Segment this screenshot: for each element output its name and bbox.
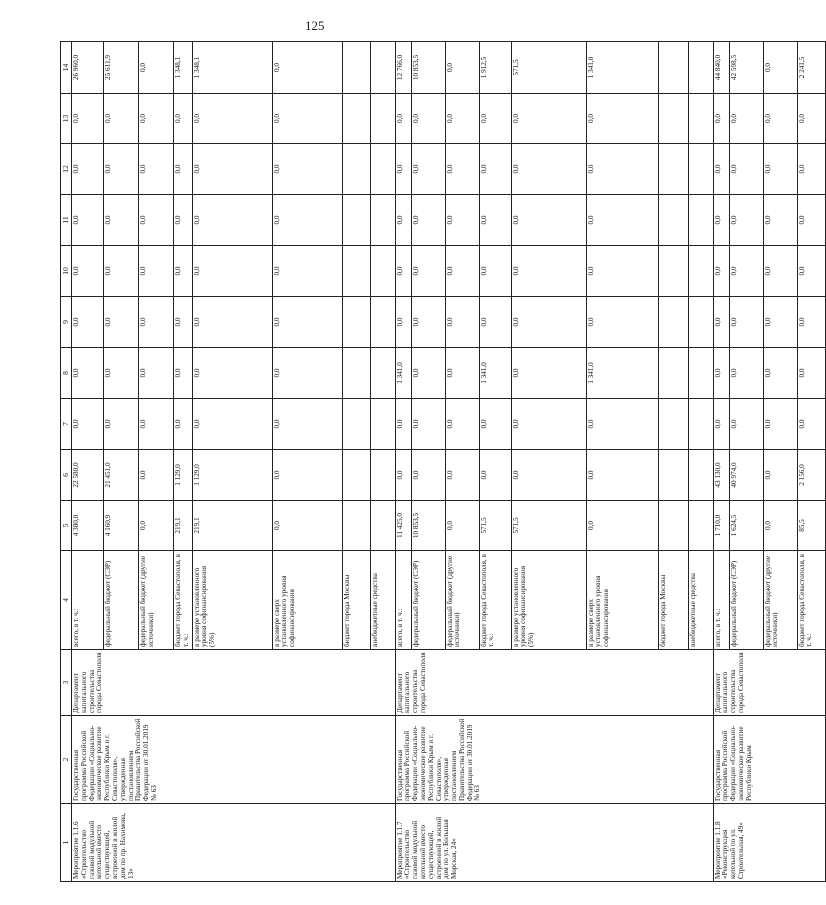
value-cell: 0,0 [797,297,825,348]
value-cell: 0,0 [586,246,658,297]
value-cell: 0,0 [72,94,104,144]
value-cell: 0,0 [511,144,586,195]
value-cell [658,144,688,195]
value-cell: 0,0 [763,501,797,551]
source-cell: федеральный бюджет (СЭР) [411,551,445,650]
value-cell: 0,0 [763,144,797,195]
value-cell [688,348,713,399]
value-cell: 0,0 [272,246,342,297]
value-cell: 12 766,0 [395,42,411,94]
value-cell: 0,0 [395,297,411,348]
value-cell: 0,0 [763,399,797,450]
header-row [61,42,72,882]
value-cell [688,42,713,94]
value-cell: 0,0 [411,246,445,297]
value-cell: 40 974,0 [729,450,763,501]
value-cell: 0,0 [729,94,763,144]
value-cell: 0,0 [445,501,479,551]
value-cell: 0,0 [411,144,445,195]
header-cell: 1 [61,804,72,882]
value-cell: 0,0 [763,246,797,297]
value-cell: 0,0 [411,450,445,501]
value-cell: 0,0 [192,297,272,348]
header-cell: 14 [61,42,72,94]
value-cell: 43 130,0 [713,450,729,501]
value-cell: 0,0 [174,348,193,399]
source-cell: бюджет города Москвы [658,551,688,650]
value-cell: 0,0 [797,348,825,399]
value-cell: 0,0 [729,144,763,195]
value-cell [658,297,688,348]
value-cell: 0,0 [411,399,445,450]
value-cell [370,42,395,94]
value-cell: 0,0 [586,297,658,348]
value-cell [370,94,395,144]
header-cell: 6 [61,450,72,501]
value-cell: 0,0 [511,297,586,348]
value-cell: 0,0 [479,450,511,501]
value-cell: 21 451,0 [104,450,139,501]
value-cell [370,348,395,399]
value-cell: 0,0 [72,246,104,297]
value-cell [658,450,688,501]
value-cell: 0,0 [272,42,342,94]
value-cell [342,501,370,551]
value-cell: 1 624,5 [729,501,763,551]
value-cell: 0,0 [174,297,193,348]
value-cell: 0,0 [763,42,797,94]
value-cell [658,399,688,450]
value-cell: 0,0 [797,246,825,297]
value-cell [370,501,395,551]
table-row [395,42,411,882]
source-cell: федеральный бюджет (СЭР) [104,551,139,650]
value-cell: 0,0 [395,144,411,195]
value-cell: 0,0 [797,195,825,246]
source-cell: федеральный бюджет (другие источники) [445,551,479,650]
value-cell [342,42,370,94]
value-cell: 0,0 [139,144,174,195]
value-cell: 0,0 [713,246,729,297]
value-cell: 0,0 [511,94,586,144]
value-cell: 0,0 [272,399,342,450]
value-cell: 0,0 [479,195,511,246]
value-cell: 0,0 [511,450,586,501]
value-cell: 0,0 [192,144,272,195]
value-cell [370,144,395,195]
value-cell [342,399,370,450]
value-cell [342,195,370,246]
value-cell: 0,0 [586,501,658,551]
value-cell: 0,0 [72,348,104,399]
value-cell: 0,0 [445,195,479,246]
value-cell: 0,0 [139,42,174,94]
source-cell: внебюджетные средства [370,551,395,650]
value-cell: 0,0 [729,399,763,450]
header-cell: 4 [61,551,72,650]
program-cell: Государственная программа Российской Федерации «Социально-экономическое развитие Республики Крым [713,716,825,804]
value-cell: 1 341,0 [395,348,411,399]
executor-cell: Департамент капитального строительства города Севастополя [72,650,396,716]
value-cell: 0,0 [763,450,797,501]
value-cell: 1 129,0 [192,450,272,501]
value-cell: 1 912,5 [479,42,511,94]
value-cell: 1 129,0 [174,450,193,501]
value-cell: 1 348,1 [174,42,193,94]
value-cell: 571,5 [511,501,586,551]
value-cell [688,94,713,144]
value-cell: 0,0 [174,144,193,195]
value-cell: 0,0 [72,144,104,195]
value-cell: 0,0 [139,195,174,246]
value-cell: 0,0 [713,94,729,144]
value-cell: 0,0 [479,94,511,144]
source-cell: в размере установленного уровня софинансирования (5%) [192,551,272,650]
value-cell: 2 241,5 [797,42,825,94]
header-cell: 3 [61,650,72,716]
source-cell: всего, в т. ч.: [395,551,411,650]
value-cell: 0,0 [104,246,139,297]
value-cell: 0,0 [174,195,193,246]
value-cell: 0,0 [272,450,342,501]
value-cell: 1 341,0 [586,42,658,94]
value-cell: 0,0 [479,144,511,195]
value-cell: 0,0 [192,94,272,144]
value-cell: 0,0 [763,195,797,246]
value-cell: 0,0 [174,399,193,450]
value-cell: 0,0 [174,246,193,297]
header-cell: 9 [61,297,72,348]
value-cell [342,450,370,501]
value-cell: 26 960,0 [72,42,104,94]
value-cell: 0,0 [445,297,479,348]
value-cell [342,348,370,399]
value-cell: 0,0 [729,348,763,399]
value-cell: 11 425,0 [395,501,411,551]
value-cell: 0,0 [763,94,797,144]
header-cell: 11 [61,195,72,246]
header-cell: 5 [61,501,72,551]
value-cell [658,348,688,399]
value-cell [688,297,713,348]
table-row [72,42,104,882]
value-cell [342,94,370,144]
value-cell: 0,0 [586,399,658,450]
value-cell: 0,0 [104,144,139,195]
value-cell: 0,0 [272,501,342,551]
value-cell: 0,0 [395,399,411,450]
value-cell: 0,0 [139,94,174,144]
value-cell: 0,0 [139,501,174,551]
value-cell: 0,0 [104,94,139,144]
value-cell: 0,0 [139,450,174,501]
value-cell [658,94,688,144]
value-cell: 0,0 [395,450,411,501]
value-cell [370,399,395,450]
value-cell: 0,0 [192,246,272,297]
value-cell: 2 156,0 [797,450,825,501]
value-cell: 0,0 [511,246,586,297]
value-cell: 0,0 [445,450,479,501]
page-number: 125 [305,18,325,33]
value-cell: 0,0 [104,195,139,246]
value-cell: 0,0 [445,399,479,450]
value-cell [370,297,395,348]
value-cell [688,450,713,501]
value-cell: 0,0 [763,297,797,348]
event-cell: Мероприятие 1.1.7 «Строительство газовой модульной котельной вместо существующей, встроенной в жилой дом по ул. Большая Морская, 24» [395,804,713,882]
executor-cell: Департамент капитального строительства города Севастополя [395,650,713,716]
value-cell: 0,0 [72,297,104,348]
value-cell: 0,0 [511,195,586,246]
source-cell: бюджет города Севастополя, в т. ч.: [797,551,825,650]
value-cell [688,144,713,195]
header-cell: 7 [61,399,72,450]
value-cell: 0,0 [586,144,658,195]
value-cell: 0,0 [72,195,104,246]
value-cell: 44 840,0 [713,42,729,94]
value-cell: 0,0 [395,246,411,297]
value-cell [688,195,713,246]
value-cell: 1 348,1 [192,42,272,94]
value-cell: 571,5 [479,501,511,551]
event-cell: Мероприятие 1.1.8 «Реконструкция котельной по ул. Строительная, 49» [713,804,825,882]
value-cell: 0,0 [411,195,445,246]
value-cell [658,42,688,94]
value-cell: 0,0 [713,297,729,348]
value-cell: 0,0 [139,348,174,399]
value-cell [658,246,688,297]
value-cell: 0,0 [729,297,763,348]
value-cell [342,144,370,195]
header-cell: 13 [61,94,72,144]
value-cell: 0,0 [174,94,193,144]
value-cell [370,246,395,297]
value-cell: 0,0 [445,42,479,94]
value-cell: 0,0 [139,297,174,348]
value-cell: 0,0 [104,399,139,450]
value-cell: 0,0 [511,348,586,399]
value-cell: 0,0 [272,195,342,246]
value-cell: 4 160,9 [104,501,139,551]
value-cell: 0,0 [272,94,342,144]
source-cell: внебюджетные средства [688,551,713,650]
value-cell: 0,0 [479,297,511,348]
value-cell: 0,0 [797,144,825,195]
value-cell: 0,0 [729,195,763,246]
value-cell [342,246,370,297]
value-cell: 0,0 [272,144,342,195]
source-cell: федеральный бюджет (другие источники) [763,551,797,650]
source-cell: в размере сверх установленного уровня софинансирования [272,551,342,650]
value-cell: 0,0 [445,348,479,399]
value-cell: 4 380,0 [72,501,104,551]
value-cell [688,399,713,450]
value-cell: 1 341,0 [479,348,511,399]
event-cell: Мероприятие 1.1.6 «Строительство газовой модульной котельной вместо существующей, встроенной в жилой дом по пр. Нахимова, 13» [72,804,396,882]
value-cell [658,195,688,246]
value-cell: 0,0 [272,297,342,348]
value-cell: 0,0 [511,399,586,450]
value-cell: 0,0 [479,399,511,450]
value-cell: 0,0 [797,94,825,144]
value-cell: 0,0 [411,94,445,144]
value-cell: 25 611,9 [104,42,139,94]
value-cell: 1 341,0 [586,348,658,399]
value-cell: 10 853,5 [411,501,445,551]
program-cell: Государственная программа Российской Федерации «Социально-экономическое развитие Республики Крым и г. Севастополя», утвержденная постановлением Правительства Российской Федерации от 30.01.2019 № 63 [72,716,396,804]
value-cell: 0,0 [479,246,511,297]
value-cell: 0,0 [192,399,272,450]
value-cell: 0,0 [445,144,479,195]
value-cell: 0,0 [411,348,445,399]
value-cell: 10 853,5 [411,42,445,94]
header-cell: 10 [61,246,72,297]
value-cell: 0,0 [272,348,342,399]
value-cell: 1 710,0 [713,501,729,551]
rotated-table-container [60,42,814,882]
value-cell: 22 580,0 [72,450,104,501]
rotated-table-frame [60,42,814,882]
value-cell: 0,0 [139,399,174,450]
value-cell [688,246,713,297]
source-cell: бюджет города Севастополя, в т. ч.: [174,551,193,650]
source-cell: всего, в т. ч.: [713,551,729,650]
value-cell: 0,0 [586,195,658,246]
header-cell: 12 [61,144,72,195]
header-cell: 8 [61,348,72,399]
value-cell: 571,5 [511,42,586,94]
program-cell: Государственная программа Российской Федерации «Социально-экономическое развитие Республики Крым и г. Севастополя», утвержденная постановлением Правительства Российской Федерации от 30.01.2019 № 63 [395,716,713,804]
value-cell: 42 598,5 [729,42,763,94]
value-cell: 0,0 [411,297,445,348]
value-cell: 85,5 [797,501,825,551]
value-cell: 0,0 [192,195,272,246]
value-cell: 0,0 [72,399,104,450]
value-cell: 0,0 [713,195,729,246]
value-cell: 0,0 [192,348,272,399]
budget-table [60,41,826,882]
value-cell [370,195,395,246]
value-cell [658,501,688,551]
source-cell: бюджет города Севастополя, в т. ч.: [479,551,511,650]
value-cell: 219,1 [174,501,193,551]
source-cell: федеральный бюджет (СЭР) [729,551,763,650]
value-cell: 0,0 [395,94,411,144]
executor-cell: Департамент капитального строительства города Севастополя [713,650,825,716]
header-cell: 2 [61,716,72,804]
value-cell: 0,0 [729,246,763,297]
value-cell: 219,1 [192,501,272,551]
value-cell [370,450,395,501]
value-cell: 0,0 [763,348,797,399]
value-cell: 0,0 [104,348,139,399]
source-cell: всего, в т. ч.: [72,551,104,650]
value-cell: 0,0 [713,399,729,450]
source-cell: в размере установленного уровня софинансирования (5%) [511,551,586,650]
value-cell: 0,0 [586,450,658,501]
value-cell: 0,0 [445,94,479,144]
value-cell [342,297,370,348]
source-cell: в размере сверх установленного уровня софинансирования [586,551,658,650]
source-cell: бюджет города Москвы [342,551,370,650]
value-cell: 0,0 [713,348,729,399]
value-cell: 0,0 [445,246,479,297]
source-cell: федеральный бюджет (другие источники) [139,551,174,650]
value-cell: 0,0 [797,399,825,450]
table-row [713,42,729,882]
value-cell: 0,0 [104,297,139,348]
value-cell: 0,0 [713,144,729,195]
value-cell [688,501,713,551]
value-cell: 0,0 [395,195,411,246]
value-cell: 0,0 [586,94,658,144]
value-cell: 0,0 [139,246,174,297]
